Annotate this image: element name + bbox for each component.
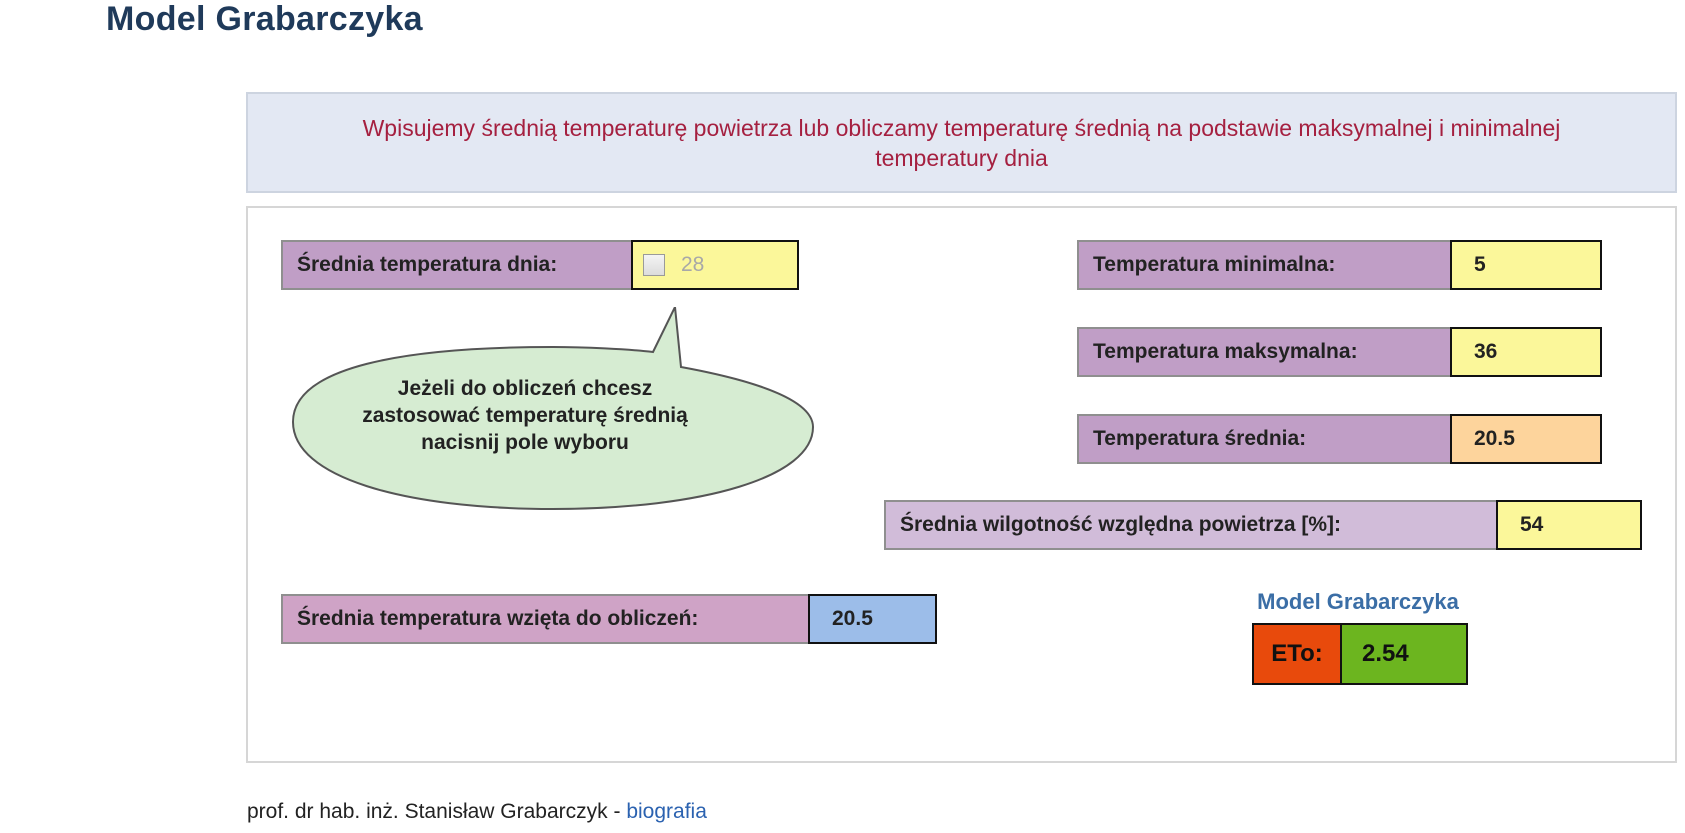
calc-temp-value: 20.5 bbox=[808, 594, 937, 644]
biography-link[interactable]: biografia bbox=[626, 800, 707, 823]
result-title: Model Grabarczyka bbox=[1257, 589, 1459, 614]
temp-avg-value: 20.5 bbox=[1450, 414, 1602, 464]
humidity-input[interactable]: 54 bbox=[1496, 500, 1642, 550]
avg-day-temp-value: 28 bbox=[681, 253, 705, 276]
temp-min-label: Temperatura minimalna: bbox=[1077, 240, 1450, 290]
temp-max-field bbox=[1077, 327, 1602, 377]
eto-value: 2.54 bbox=[1340, 623, 1468, 685]
eto-label: ETo: bbox=[1252, 623, 1340, 685]
humidity-label: Średnia wilgotność względna powietrza [%]: bbox=[884, 500, 1496, 550]
temp-max-label: Temperatura maksymalna: bbox=[1077, 327, 1450, 377]
page-title: Model Grabarczyka bbox=[106, 0, 423, 38]
humidity-field bbox=[884, 500, 1642, 550]
calc-temp-field bbox=[281, 594, 937, 644]
avg-day-temp-input[interactable] bbox=[631, 240, 799, 290]
footer bbox=[247, 800, 707, 824]
temp-min-input[interactable]: 5 bbox=[1450, 240, 1602, 290]
use-avg-temp-checkbox[interactable] bbox=[643, 254, 665, 276]
calc-temp-label: Średnia temperatura wzięta do obliczeń: bbox=[281, 594, 808, 644]
eto-result bbox=[1252, 623, 1468, 685]
temp-avg-label: Temperatura średnia: bbox=[1077, 414, 1450, 464]
avg-day-temp-field bbox=[281, 240, 799, 290]
temp-min-field bbox=[1077, 240, 1602, 290]
info-banner-text: Wpisujemy średnią temperaturę powietrza lub obliczamy temperaturę średnią na podstawie maksymalnej i minimalnej temperatury dnia bbox=[362, 114, 1561, 171]
temp-max-input[interactable]: 36 bbox=[1450, 327, 1602, 377]
temp-avg-field bbox=[1077, 414, 1602, 464]
avg-day-temp-label: Średnia temperatura dnia: bbox=[281, 240, 631, 290]
tooltip-text: Jeżeli do obliczeń chcesz zastosować temperaturę średnią nacisnij pole wyboru bbox=[362, 377, 688, 454]
info-banner bbox=[246, 92, 1677, 193]
footer-author: prof. dr hab. inż. Stanisław Grabarczyk - bbox=[247, 800, 627, 823]
